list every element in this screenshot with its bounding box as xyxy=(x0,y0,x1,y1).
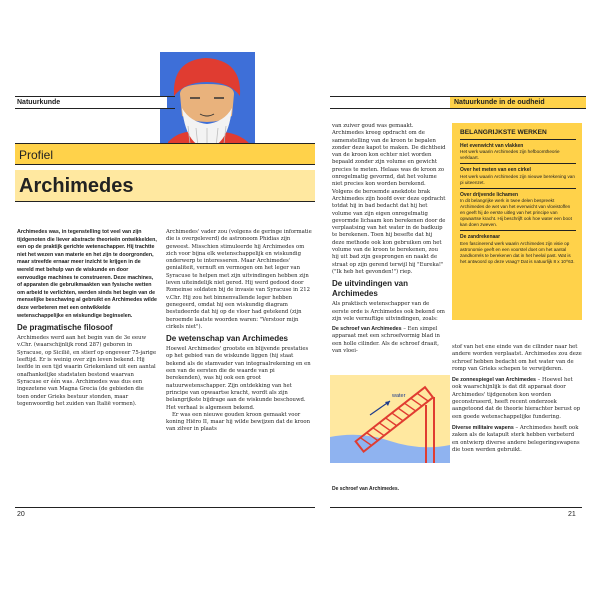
profile-label: Profiel xyxy=(15,143,315,165)
work-description: In dit belangrijke werk in twee delen bespreekt Archimedes de wet van het evenwicht van vloeistoffen en geeft hij de eerste uitleg van het principe van opwaartse kracht. Hij beschrijft ook hoe water een boot kan doen zweven. xyxy=(460,198,572,228)
water-label: water xyxy=(392,393,406,399)
right-column-2 xyxy=(452,344,582,454)
left-footer-rule xyxy=(15,507,315,508)
divider xyxy=(460,230,576,231)
section-heading-inventions: De uitvindingen van Archimedes xyxy=(332,279,409,299)
body-paragraph: Hoewel Archimedes' grootste en blijvende prestaties op het gebied van de wiskunde liggen (hij staat bekend als de stamvader van integraalrekening en en een van de eersten die de waarde van pi berekenden), was hij ook een groot natuurwetenschapper. Zijn ontdekking van het principe van opwaartse kracht, wordt als zijn belangrijkste bijdrage aan de wiskunde beschouwd. Het verhaal is algemeen bekend. xyxy=(166,346,311,411)
body-paragraph: Er was een nieuwe gouden kroon gemaakt voor koning Hiëro II, maar hij wilde bewijzen dat de kroon van zilver in plaats xyxy=(166,411,311,433)
work-title: Over drijvende lichamen xyxy=(460,191,519,198)
lead-paragraph: Archimedes was, in tegenstelling tot veel van zijn tijdgenoten die liever abstracte theorieën ontwikkelden, een op de praktijk gerichte wetenschapper. Hij trachtte niet het wezen van materie en het zijn te doorgronden, maar streefde ernaar meer inzicht te krijgen in de wereld met behulp van de wiskunde en door eenvoudige machines te construeren. Deze machines, of apparaten die gebruikmaakten van fysische wetten om arbeid te verlichten, werden sinds het begin van de menselijke beschaving al gebruikt en Archimedes wilde deze verbeteren met een ontwikkelde wetenschappelijke en wiskundige beginselen. xyxy=(17,229,157,319)
work-description: Een fascinerend werk waarin Archimedes zijn visie op astronomie geeft en een voorstel doet om het aantal zandkorrels te berekenen dat in het heelal past. Wat is het antwoord op deze vraag? Dat is natuurlijk 8 x 10^63. xyxy=(460,240,575,264)
key-works-box xyxy=(452,123,582,320)
left-column-2 xyxy=(166,229,312,434)
weapons-text: – Archimedes heeft ook zaken als de katapult sterk hebben verbeterd en ontwierp diverse andere belegeringswapens die toen werden gebruikt. xyxy=(452,424,580,453)
divider xyxy=(460,188,576,189)
weapons-entry xyxy=(452,425,582,454)
screw-text: – Een simpel apparaat met een schroefvormig blad in een holle cilinder. Als de schroef draait, van vloei- xyxy=(332,326,440,355)
divider xyxy=(460,163,576,164)
figure-caption: De schroef van Archimedes. xyxy=(332,486,400,492)
section-heading-pragmatic: De pragmatische filosoof xyxy=(17,323,113,333)
divider xyxy=(460,139,576,140)
body-paragraph: Archimedes' vader zou (volgens de geringe informatie die is overgeleverd) de astronoom Phidias zijn geweest. Misschien stimuleerde hij Archimedes om zich voor bijna elk wetenschappelijk en wiskundig onderwerp te interesseren. Maar Archimedes' genialiteit, vernuft en vermogen om het leger van Syracuse te helpen met zijn uitvindingen hebben zijn leven uiteindelijk niet gered. Hij werd gedood door Romeinse soldaten bij de invasie van Syracuse in 212 v.Chr. Hij zou het binnenvallende leger hebben genegeerd, omdat hij een wiskundig diagram bestudeerde dat hij op de vloer had getekend (zijn beroemde laatste woorden waren: "Verstoor mijn cirkels niet"). xyxy=(166,229,312,330)
left-column-1 xyxy=(17,229,157,408)
work-title: Over het meten van een cirkel xyxy=(460,167,531,174)
key-works-heading: BELANGRIJKSTE WERKEN xyxy=(460,129,547,136)
right-column-1 xyxy=(332,123,446,355)
body-paragraph: Als praktisch wetenschapper van de eerste orde is Archimedes ook bekend om zijn vele vernuftige uitvindingen, zoals: xyxy=(332,301,445,322)
body-paragraph: stof van het ene einde van de cilinder naar het andere worden verplaatst. Archimedes zou deze schroef hebben bedacht om het water van de romp van Grieks schepen te verwijderen. xyxy=(452,344,582,372)
body-paragraph: Archimedes werd aan het begin van de 3e eeuw v.Chr. (waarschijnlijk rond 287) geboren in Syracuse, op Sicilië, en stierf op ongeveer 75-jarige leeftijd. Er is weinig over zijn leven bekend. Hij leefde in een tijd waarin Griekenland uit een aantal onafhankelijke stadstaten bestond waarvan Syracuse er één was. Archimedes was dus een ingezetene van Magna Grecia (de gebieden die toen onder Grieks bestuur stonden, maar tegenwoordig het zuiden van Italië vormen). xyxy=(17,335,157,407)
right-header-rule xyxy=(330,96,450,109)
body-paragraph: van zuiver goud was gemaakt. Archimedes kreeg opdracht om de samenstelling van de kroon te bepalen zonder deze kapot te maken. De dichtheid van de kroon kon echter niet worden bepaald zonder zijn volume en gewicht precies te meten. Helaas was de kroon zo onregelmatig gevormd, dat het volume niet precies kon worden berekend. Volgens de beroemde anekdote brak Archimedes zijn hoofd over deze opdracht totdat hij in bad bedacht dat hij het volume van zijn eigen onregelmatig gevormde lichaam kon berekenen door de verplaatsing van het water in de badkuip te berekenen. Toen hij besefte dat hij deze methode ook kon gebruiken om het volume van de kroon te berekenen, zou hij uit bad zijn gesprongen en naakt de straat op zijn gerend terwijl hij "Eureka!" ("Ik heb het gevonden!") riep. xyxy=(332,123,446,275)
section-heading-science: De wetenschap van Archimedes xyxy=(166,334,288,344)
weapons-term: Diverse militaire wapens xyxy=(452,424,514,431)
left-running-header: Natuurkunde xyxy=(15,96,167,109)
screw-term: De schroef van Archimedes xyxy=(332,326,402,333)
work-title: Het evenwicht van vlakken xyxy=(460,143,524,149)
work-description: Het werk waarin Archimedes zijn nieuwe berekening van pi uiteenzet. xyxy=(460,173,575,185)
left-header-rule xyxy=(165,96,175,109)
mirror-entry xyxy=(452,377,582,421)
page-number-right: 21 xyxy=(568,511,576,518)
page-number-left: 20 xyxy=(17,511,25,518)
right-running-header: Natuurkunde in de oudheid xyxy=(450,96,586,109)
archimedes-screw-figure xyxy=(330,375,450,463)
work-description: Het werk waarin Archimedes zijn hefboomtheorie verklaart. xyxy=(460,149,560,161)
mirror-text: – Hoewel het ook waarschijnlijk is dat dit apparaat door Archimedes' tijdgenoten kon worden geconstrueerd, heeft recent onderzoek aangetoond dat de theorie hierachter berust op een goede wetenschappelijke fundering. xyxy=(452,377,581,420)
page-title: Archimedes xyxy=(15,170,315,202)
screw-entry xyxy=(332,326,446,355)
right-footer-rule xyxy=(330,507,582,508)
work-title: De zandrekenaar xyxy=(460,234,501,241)
mirror-term: De zonnespiegel van Archimedes xyxy=(452,377,536,384)
